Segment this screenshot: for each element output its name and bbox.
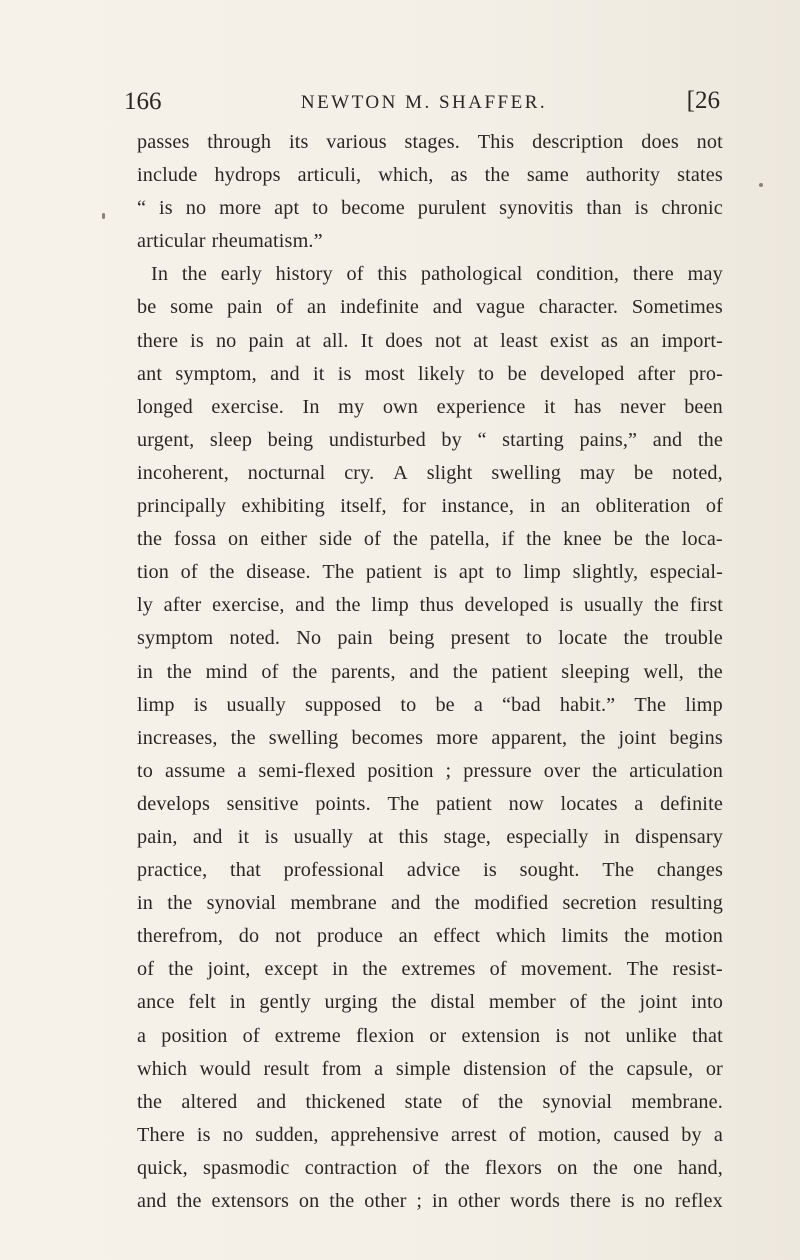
text-line: “ is no more apt to become purulent synovitis than is chronic: [137, 197, 723, 220]
text-line: ly after exercise, and the limp thus developed is usually the first: [137, 594, 723, 617]
print-speck: [759, 183, 763, 187]
text-line: of the joint, except in the extremes of movement. The resist-: [137, 958, 723, 981]
text-line: pain, and it is usually at this stage, especially in dispensary: [137, 825, 723, 848]
text-line: There is no sudden, apprehensive arrest of motion, caused by a: [137, 1123, 723, 1146]
text-line: and the extensors on the other ; in other words there is no reflex: [137, 1190, 723, 1212]
text-line: to assume a semi-flexed position ; pressure over the articulation: [137, 759, 723, 782]
text-line: incoherent, nocturnal cry. A slight swelling may be noted,: [137, 461, 723, 484]
text-line: the altered and thickened state of the synovial membrane.: [137, 1090, 723, 1113]
page-reference: [26: [686, 87, 720, 114]
text-line: include hydrops articuli, which, as the same authority states: [137, 164, 723, 187]
text-line: be some pain of an indefinite and vague character. Sometimes: [137, 296, 723, 319]
text-line: tion of the disease. The patient is apt to limp slightly, especial-: [137, 561, 723, 584]
text-line: symptom noted. No pain being present to locate the trouble: [137, 627, 723, 650]
text-line: In the early history of this pathological condition, there may: [151, 263, 723, 286]
text-line: ant symptom, and it is most likely to be developed after pro-: [137, 362, 723, 385]
text-line: practice, that professional advice is sought. The changes: [137, 859, 723, 882]
text-line: in the synovial membrane and the modified secretion resulting: [137, 892, 723, 915]
text-line: therefrom, do not produce an effect which limits the motion: [137, 925, 723, 948]
text-line: quick, spasmodic contraction of the flexors on the one hand,: [137, 1156, 723, 1179]
running-head: NEWTON M. SHAFFER.: [300, 92, 548, 113]
print-speck: [102, 213, 105, 219]
text-line: develops sensitive points. The patient now locates a definite: [137, 792, 723, 815]
body-text: [137, 126, 723, 1218]
text-line: a position of extreme flexion or extension is not unlike that: [137, 1024, 723, 1047]
text-line: the fossa on either side of the patella, if the knee be the loca-: [137, 528, 723, 551]
text-line: ance felt in gently urging the distal member of the joint into: [137, 991, 723, 1014]
text-line: in the mind of the parents, and the patient sleeping well, the: [137, 660, 723, 683]
text-line: there is no pain at all. It does not at least exist as an import-: [137, 329, 723, 352]
text-line: passes through its various stages. This description does not: [137, 131, 723, 153]
text-line: increases, the swelling becomes more apparent, the joint begins: [137, 726, 723, 749]
page-header: [124, 88, 724, 124]
page-number: 166: [124, 88, 162, 115]
text-line: longed exercise. In my own experience it has never been: [137, 395, 723, 418]
text-line: urgent, sleep being undisturbed by “ starting pains,” and the: [137, 428, 723, 451]
text-line: articular rheumatism.”: [137, 230, 323, 253]
text-line: which would result from a simple distension of the capsule, or: [137, 1057, 723, 1080]
text-line: limp is usually supposed to be a “bad habit.” The limp: [137, 693, 723, 716]
text-line: principally exhibiting itself, for instance, in an obliteration of: [137, 495, 723, 518]
